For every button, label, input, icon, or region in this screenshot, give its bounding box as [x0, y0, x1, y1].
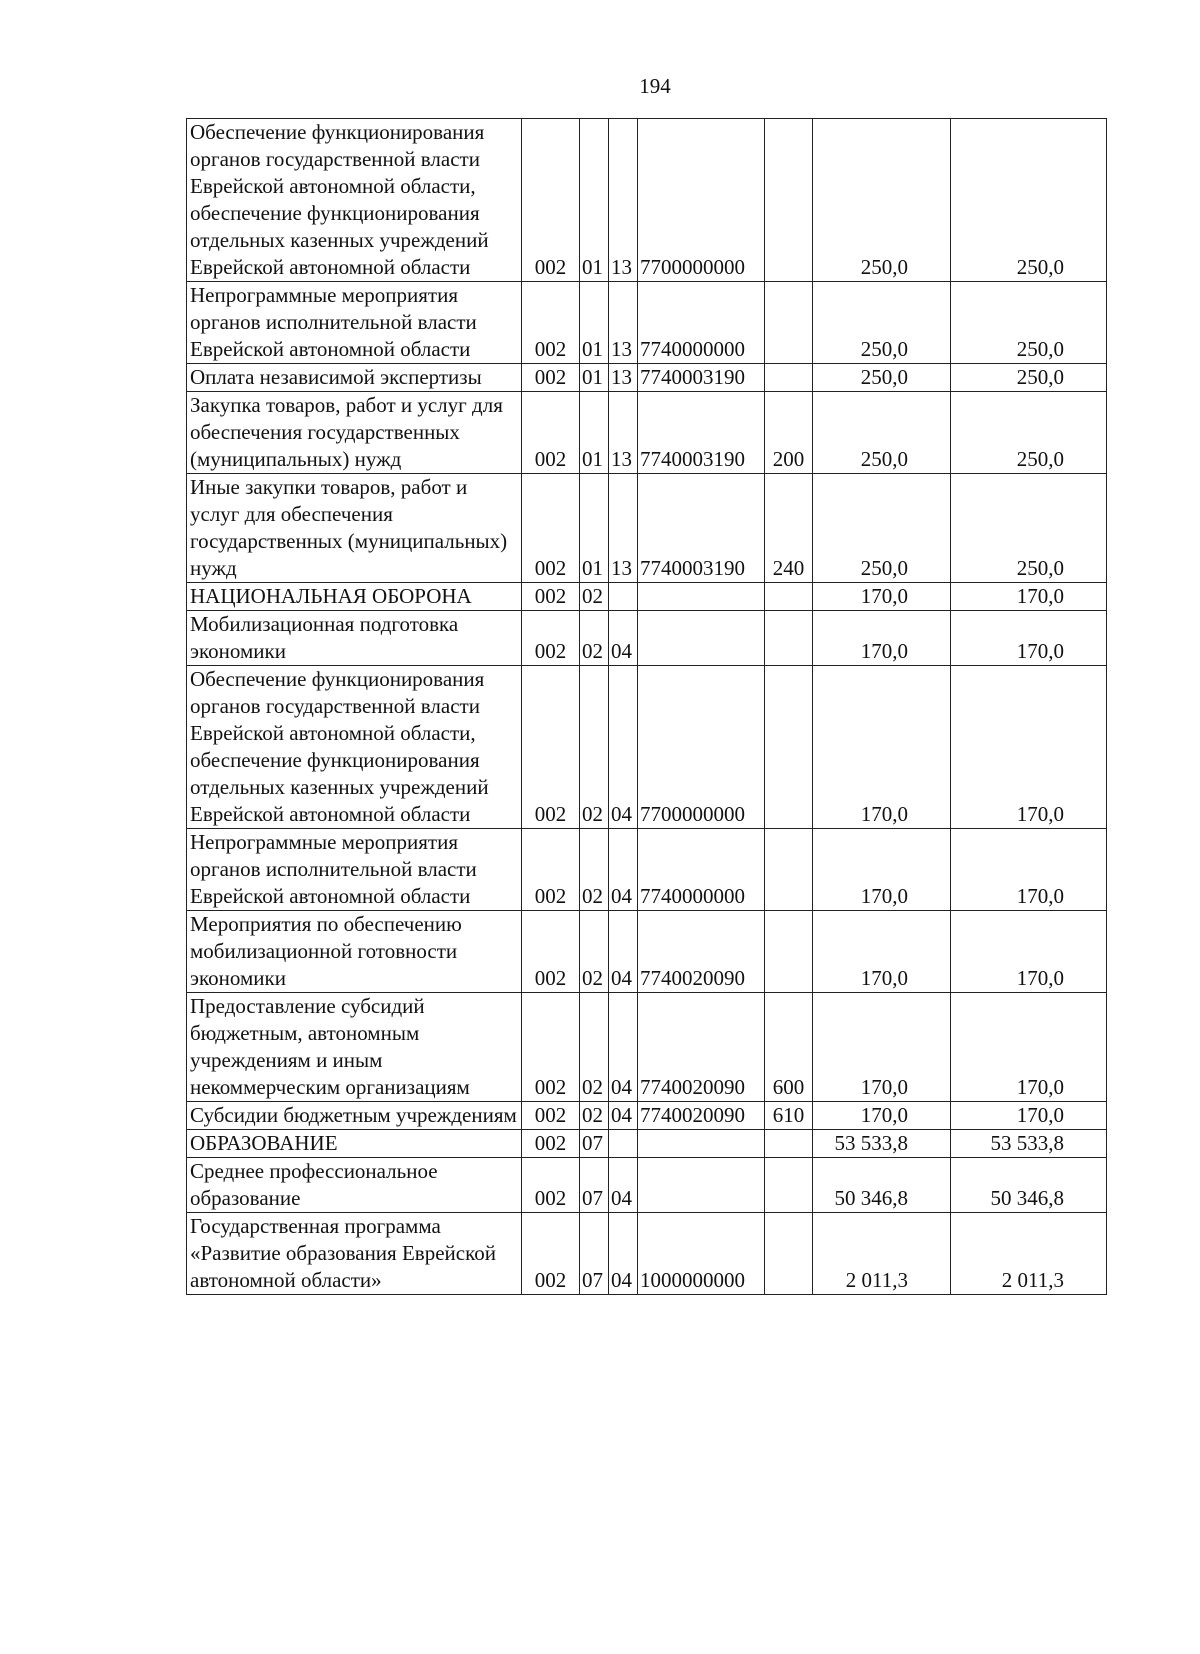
- amount-year1-cell: 170,0: [813, 911, 951, 993]
- table-row: [187, 666, 1107, 829]
- row-name-cell: Непрограммные мероприятия органов исполнительной власти Еврейской автономной области: [187, 829, 522, 911]
- ministry-code-cell: 002: [522, 611, 580, 666]
- row-name-cell: ОБРАЗОВАНИЕ: [187, 1130, 522, 1158]
- ministry-code-cell: 002: [522, 583, 580, 611]
- budget-table: [186, 118, 1107, 1295]
- subsection-code-cell: 04: [609, 1213, 638, 1295]
- ministry-code-cell: 002: [522, 666, 580, 829]
- target-article-cell: 7740020090: [638, 911, 765, 993]
- expense-type-cell: [765, 829, 813, 911]
- section-code-cell: 01: [580, 392, 609, 474]
- amount-year1-cell: 250,0: [813, 364, 951, 392]
- amount-year2-cell: 2 011,3: [951, 1213, 1107, 1295]
- section-code-cell: 02: [580, 911, 609, 993]
- section-code-cell: 02: [580, 611, 609, 666]
- amount-year1-cell: 170,0: [813, 993, 951, 1102]
- section-code-cell: 07: [580, 1130, 609, 1158]
- target-article-cell: [638, 583, 765, 611]
- row-name-cell: Государственная программа «Развитие образования Еврейской автономной области»: [187, 1213, 522, 1295]
- table-row: [187, 1130, 1107, 1158]
- table-row: [187, 282, 1107, 364]
- row-name-cell: Оплата независимой экспертизы: [187, 364, 522, 392]
- expense-type-cell: [765, 1130, 813, 1158]
- target-article-cell: 7700000000: [638, 119, 765, 282]
- amount-year2-cell: 50 346,8: [951, 1158, 1107, 1213]
- row-name-cell: Обеспечение функционирования органов государственной власти Еврейской автономной области, обеспечение функционирования отдельных казенных учреждений Еврейской автономной области: [187, 119, 522, 282]
- table-row: [187, 364, 1107, 392]
- amount-year1-cell: 170,0: [813, 1102, 951, 1130]
- ministry-code-cell: 002: [522, 474, 580, 583]
- table-row: [187, 829, 1107, 911]
- target-article-cell: 7740003190: [638, 474, 765, 583]
- ministry-code-cell: 002: [522, 1102, 580, 1130]
- ministry-code-cell: 002: [522, 829, 580, 911]
- page-number: 194: [639, 74, 671, 98]
- ministry-code-cell: 002: [522, 282, 580, 364]
- amount-year2-cell: 170,0: [951, 583, 1107, 611]
- table-row: [187, 1158, 1107, 1213]
- section-code-cell: 07: [580, 1213, 609, 1295]
- table-row: [187, 474, 1107, 583]
- subsection-code-cell: 13: [609, 474, 638, 583]
- table-row: [187, 1102, 1107, 1130]
- expense-type-cell: [765, 666, 813, 829]
- table-row: [187, 911, 1107, 993]
- amount-year2-cell: 250,0: [951, 119, 1107, 282]
- target-article-cell: [638, 1158, 765, 1213]
- ministry-code-cell: 002: [522, 993, 580, 1102]
- table-row: [187, 1213, 1107, 1295]
- row-name-cell: Мобилизационная подготовка экономики: [187, 611, 522, 666]
- target-article-cell: 7740000000: [638, 829, 765, 911]
- amount-year2-cell: 250,0: [951, 282, 1107, 364]
- subsection-code-cell: [609, 1130, 638, 1158]
- ministry-code-cell: 002: [522, 119, 580, 282]
- expense-type-cell: [765, 364, 813, 392]
- ministry-code-cell: 002: [522, 392, 580, 474]
- expense-type-cell: [765, 583, 813, 611]
- amount-year1-cell: 170,0: [813, 583, 951, 611]
- target-article-cell: 7740000000: [638, 282, 765, 364]
- row-name-cell: Закупка товаров, работ и услуг для обеспечения государственных (муниципальных) нужд: [187, 392, 522, 474]
- target-article-cell: 7740020090: [638, 1102, 765, 1130]
- ministry-code-cell: 002: [522, 911, 580, 993]
- section-code-cell: 02: [580, 993, 609, 1102]
- subsection-code-cell: 04: [609, 611, 638, 666]
- ministry-code-cell: 002: [522, 1130, 580, 1158]
- amount-year1-cell: 2 011,3: [813, 1213, 951, 1295]
- amount-year1-cell: 250,0: [813, 392, 951, 474]
- amount-year2-cell: 250,0: [951, 392, 1107, 474]
- expense-type-cell: 240: [765, 474, 813, 583]
- expense-type-cell: [765, 911, 813, 993]
- amount-year1-cell: 250,0: [813, 474, 951, 583]
- amount-year2-cell: 170,0: [951, 666, 1107, 829]
- expense-type-cell: [765, 119, 813, 282]
- amount-year2-cell: 170,0: [951, 1102, 1107, 1130]
- row-name-cell: Среднее профессиональное образование: [187, 1158, 522, 1213]
- budget-table-body: [187, 119, 1107, 1295]
- amount-year1-cell: 170,0: [813, 611, 951, 666]
- subsection-code-cell: 04: [609, 993, 638, 1102]
- subsection-code-cell: 04: [609, 829, 638, 911]
- amount-year2-cell: 170,0: [951, 911, 1107, 993]
- subsection-code-cell: 04: [609, 1102, 638, 1130]
- subsection-code-cell: 13: [609, 364, 638, 392]
- row-name-cell: Обеспечение функционирования органов государственной власти Еврейской автономной области, обеспечение функционирования отдельных казенных учреждений Еврейской автономной области: [187, 666, 522, 829]
- ministry-code-cell: 002: [522, 1158, 580, 1213]
- section-code-cell: 07: [580, 1158, 609, 1213]
- amount-year2-cell: 250,0: [951, 474, 1107, 583]
- expense-type-cell: [765, 611, 813, 666]
- subsection-code-cell: [609, 583, 638, 611]
- subsection-code-cell: 04: [609, 666, 638, 829]
- subsection-code-cell: 13: [609, 119, 638, 282]
- section-code-cell: 02: [580, 583, 609, 611]
- subsection-code-cell: 13: [609, 392, 638, 474]
- target-article-cell: 7700000000: [638, 666, 765, 829]
- target-article-cell: 1000000000: [638, 1213, 765, 1295]
- amount-year2-cell: 170,0: [951, 993, 1107, 1102]
- expense-type-cell: [765, 1158, 813, 1213]
- row-name-cell: Предоставление субсидий бюджетным, автономным учреждениям и иным некоммерческим организациям: [187, 993, 522, 1102]
- amount-year2-cell: 170,0: [951, 829, 1107, 911]
- amount-year1-cell: 170,0: [813, 666, 951, 829]
- section-code-cell: 01: [580, 364, 609, 392]
- ministry-code-cell: 002: [522, 1213, 580, 1295]
- section-code-cell: 02: [580, 829, 609, 911]
- table-row: [187, 119, 1107, 282]
- ministry-code-cell: 002: [522, 364, 580, 392]
- subsection-code-cell: 04: [609, 1158, 638, 1213]
- amount-year1-cell: 250,0: [813, 119, 951, 282]
- expense-type-cell: [765, 282, 813, 364]
- section-code-cell: 01: [580, 474, 609, 583]
- expense-type-cell: 200: [765, 392, 813, 474]
- amount-year1-cell: 53 533,8: [813, 1130, 951, 1158]
- amount-year1-cell: 170,0: [813, 829, 951, 911]
- expense-type-cell: [765, 1213, 813, 1295]
- row-name-cell: НАЦИОНАЛЬНАЯ ОБОРОНА: [187, 583, 522, 611]
- amount-year2-cell: 250,0: [951, 364, 1107, 392]
- subsection-code-cell: 13: [609, 282, 638, 364]
- amount-year2-cell: 53 533,8: [951, 1130, 1107, 1158]
- amount-year2-cell: 170,0: [951, 611, 1107, 666]
- amount-year1-cell: 50 346,8: [813, 1158, 951, 1213]
- section-code-cell: 02: [580, 1102, 609, 1130]
- section-code-cell: 01: [580, 119, 609, 282]
- target-article-cell: 7740003190: [638, 392, 765, 474]
- section-code-cell: 02: [580, 666, 609, 829]
- subsection-code-cell: 04: [609, 911, 638, 993]
- target-article-cell: [638, 1130, 765, 1158]
- section-code-cell: 01: [580, 282, 609, 364]
- table-row: [187, 611, 1107, 666]
- row-name-cell: Мероприятия по обеспечению мобилизационной готовности экономики: [187, 911, 522, 993]
- table-row: [187, 583, 1107, 611]
- expense-type-cell: 610: [765, 1102, 813, 1130]
- amount-year1-cell: 250,0: [813, 282, 951, 364]
- row-name-cell: Субсидии бюджетным учреждениям: [187, 1102, 522, 1130]
- table-row: [187, 993, 1107, 1102]
- target-article-cell: 7740020090: [638, 993, 765, 1102]
- row-name-cell: Иные закупки товаров, работ и услуг для обеспечения государственных (муниципальных) нужд: [187, 474, 522, 583]
- target-article-cell: [638, 611, 765, 666]
- row-name-cell: Непрограммные мероприятия органов исполнительной власти Еврейской автономной области: [187, 282, 522, 364]
- target-article-cell: 7740003190: [638, 364, 765, 392]
- expense-type-cell: 600: [765, 993, 813, 1102]
- table-row: [187, 392, 1107, 474]
